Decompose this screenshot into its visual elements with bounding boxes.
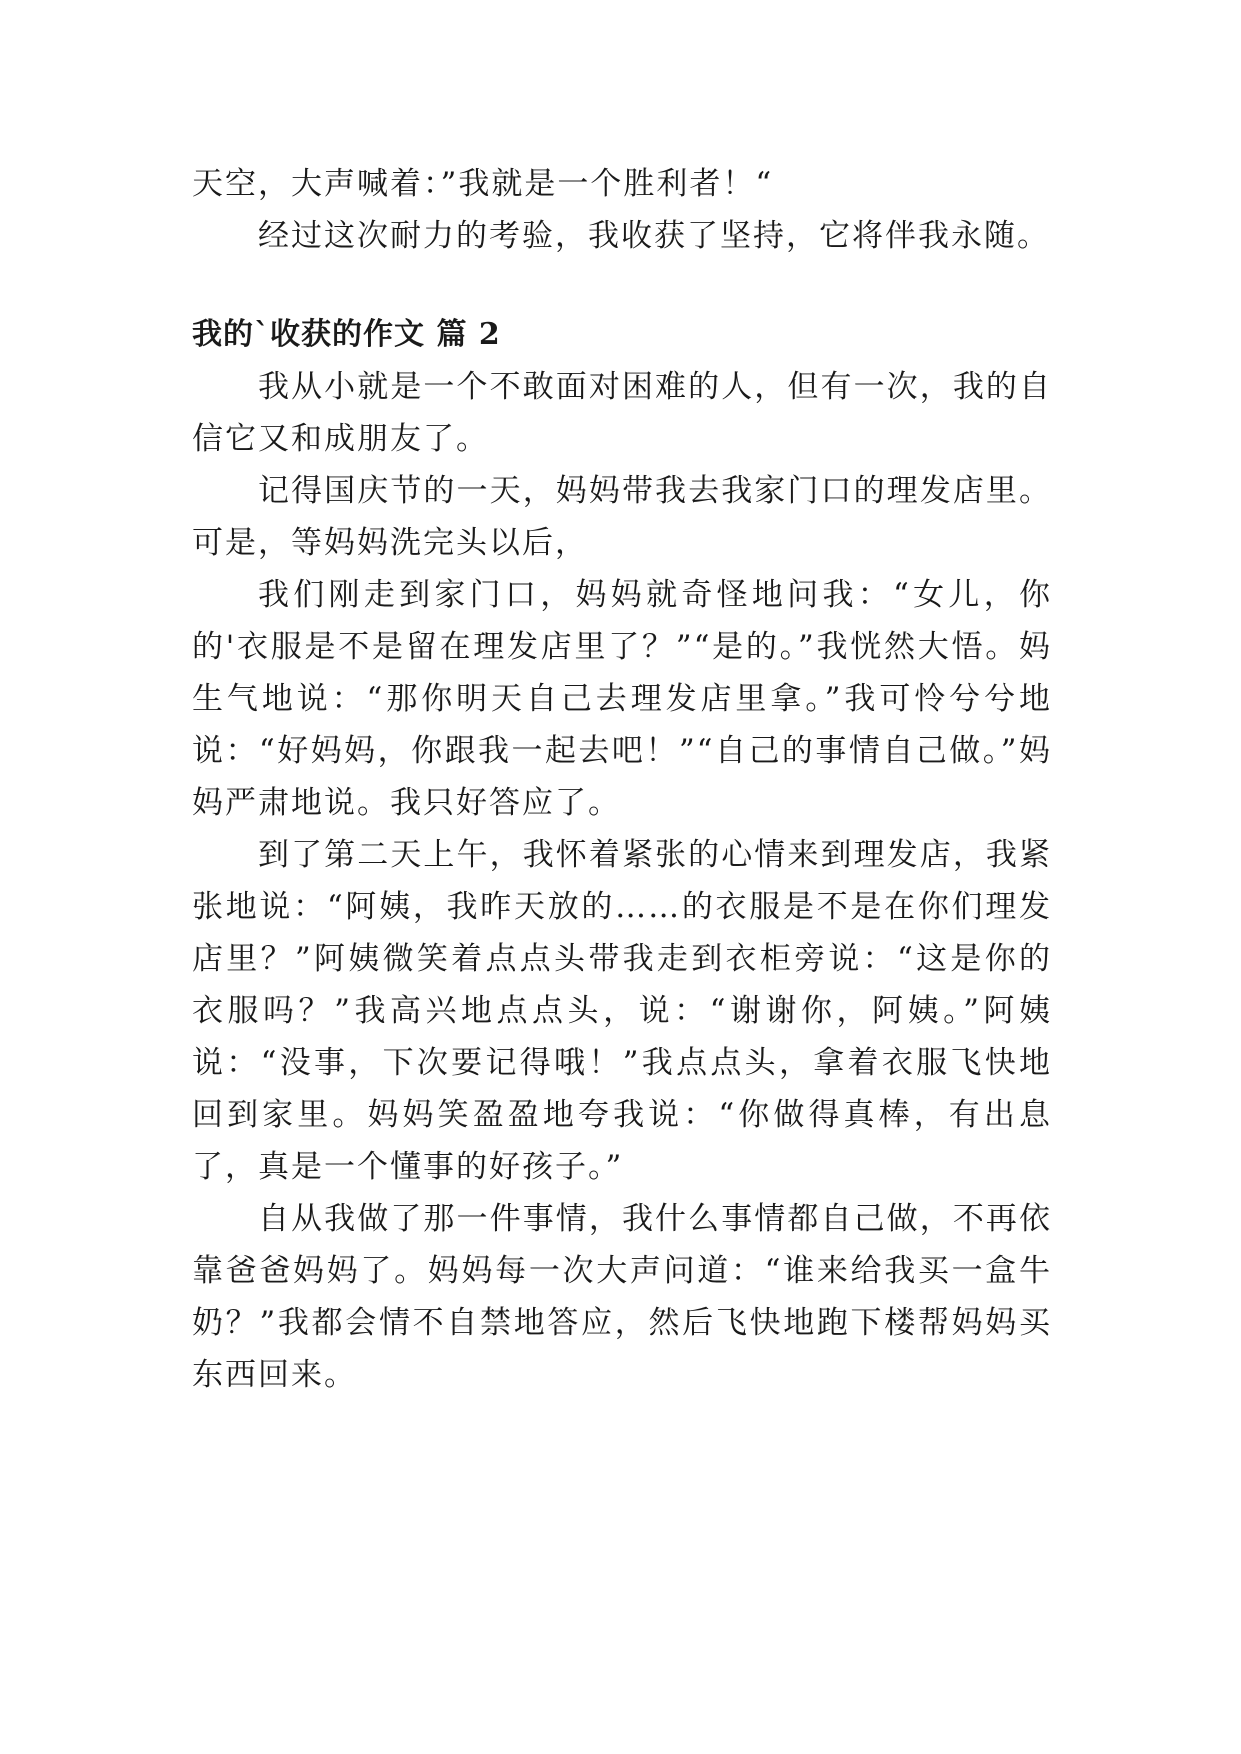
- paragraph-conclusion: 经过这次耐力的考验，我收获了坚持，它将伴我永随。: [258, 218, 1050, 254]
- paragraph-continued: 天空，大声喊着：”我就是一个胜利者！“: [192, 166, 774, 202]
- paragraph-intro: 我从小就是一个不敢面对困难的人，但有一次，我的自信它又和成朋友了。: [192, 369, 1052, 457]
- paragraph-national-day: 记得国庆节的一天，妈妈带我去我家门口的理发店里。可是，等妈妈洗完头以后，: [192, 473, 1052, 561]
- paragraph-ending: 自从我做了那一件事情，我什么事情都自己做，不再依靠爸爸妈妈了。妈妈每一次大声问道：“谁来给我买一盒牛奶？”我都会情不自禁地答应，然后飞快地跑下楼帮妈妈买东西回来。: [192, 1201, 1052, 1393]
- paragraph-clothes-forgotten: 我们刚走到家门口，妈妈就奇怪地问我：“女儿，你的'衣服是不是留在理发店里了？”“是的。”我恍然大悟。妈生气地说：“那你明天自己去理发店里拿。”我可怜兮兮地说：“好妈妈，你跟我一起去吧！”“自己的事情自己做。”妈妈严肃地说。我只好答应了。: [192, 577, 1052, 821]
- paragraph-next-day: 到了第二天上午，我怀着紧张的心情来到理发店，我紧张地说：“阿姨，我昨天放的……的衣服是不是在你们理发店里？”阿姨微笑着点点头带我走到衣柜旁说：“这是你的衣服吗？”我高兴地点点头，说：“谢谢你，阿姨。”阿姨说：“没事，下次要记得哦！”我点点头，拿着衣服飞快地回到家里。妈妈笑盈盈地夸我说：“你做得真棒，有出息了，真是一个懂事的好孩子。”: [192, 837, 1052, 1185]
- document-body: [192, 158, 1052, 1401]
- section-title: 我的`收获的作文 篇 2: [192, 317, 501, 352]
